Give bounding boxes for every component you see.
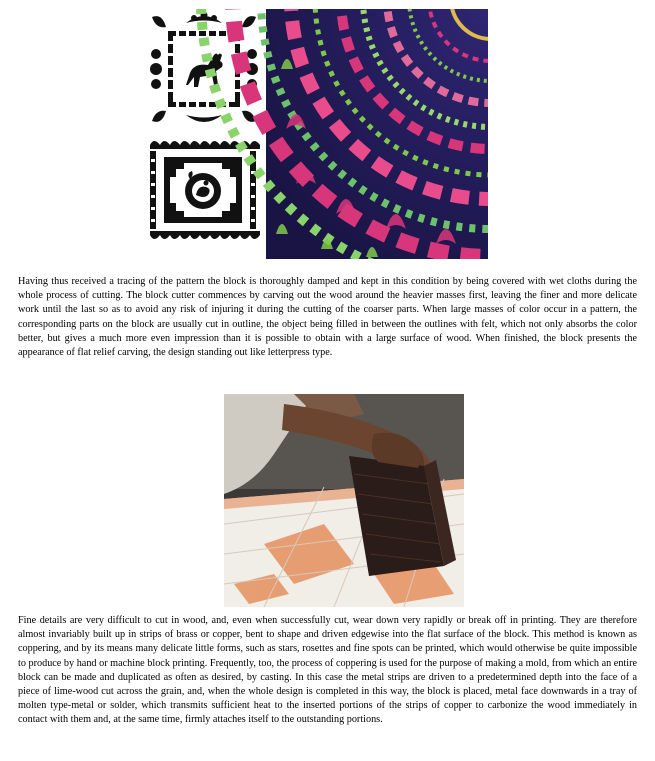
mandala-printed-fabric xyxy=(201,9,488,259)
peacock-motif-stamp xyxy=(150,141,260,239)
block-printing-image xyxy=(224,394,464,607)
block-print-patterns-figure xyxy=(146,9,488,259)
paragraph-block-cutting: Having thus received a tracing of the pattern the block is thoroughly damped and kept in this condition by being covered with wet cloths during the whole process of cutting. The block cutter commences by carving out the wood around the heavier masses first, leaving the finer and more delicate work until the last so as to avoid any risk of injuring it during the cutting of the coarser parts. When large masses of color occur in a pattern, the corresponding parts on the block are usually cut in outline, the object being filled in between the outlines with felt, which not only absorbs the color better, but gives a much more even impression than it is possible to obtain with a large surface of wood. When finished, the block presents the appearance of flat relief carving, the design standing out like letterpress type. xyxy=(18,276,637,359)
block-printing-photo xyxy=(224,394,464,607)
block-print-patterns-image xyxy=(146,9,488,259)
paragraph-coppering: Fine details are very difficult to cut in wood, and, even when successfully cut, wear down very rapidly or break off in printing. They are therefore almost invariably built up in strips of brass or copper, bent to shape and driven edgewise into the flat surface of the block. This method is known as coppering, and by its means many delicate little forms, such as stars, rosettes and fine spots can be printed, which would otherwise be quite impossible to produce by hand or machine block printing. Frequently, too, the process of coppering is used for the purpose of making a mold, from which an entire block can be made and duplicated as often as desired, by casting. In this case the metal strips are driven to a predetermined depth into the face of a piece of lime-wood cut across the grain, and, when the whole design is completed in this way, the block is placed, metal face downwards in a tray of molten type-metal or solder, which transmits sufficient heat to the inserted portions of the strips of copper to carbonize the wood immediately in contact with them and, at the same time, firmly attaches itself to the outstanding portions. xyxy=(18,615,637,726)
